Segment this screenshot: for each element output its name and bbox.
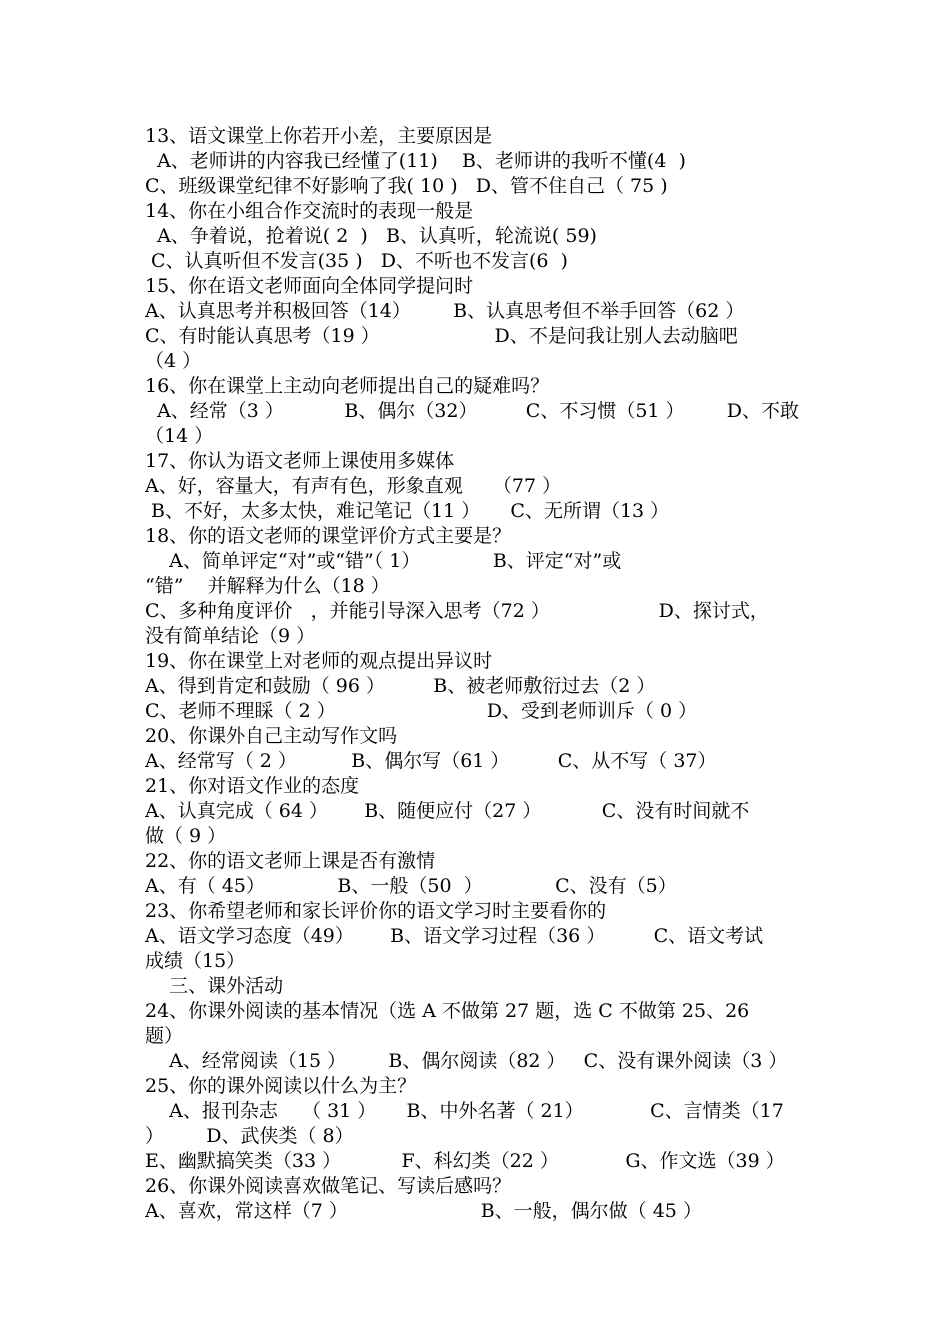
q23-options: A、语文学习态度（49） B、语文学习过程（36 ） C、语文考试 xyxy=(145,925,764,947)
q21-options: A、认真完成（ 64 ） B、随便应付（27 ） C、没有时间就不 xyxy=(145,800,750,822)
q25-question: 25、你的课外阅读以什么为主？ xyxy=(145,1075,417,1097)
q21-options-cont: 做（ 9 ） xyxy=(145,825,227,847)
q18-options-cd: C、多种角度评价 ，并能引导深入思考（72 ） D、探讨式， xyxy=(145,600,769,622)
section-heading-extracurricular: 三、课外活动 xyxy=(145,975,284,997)
q16-question: 16、你在课堂上主动向老师提出自己的疑难吗？ xyxy=(145,375,550,397)
q15-options-ab: A、认真思考并积极回答（14） B、认真思考但不举手回答（62 ） xyxy=(145,300,745,322)
q14-options-cd: C、认真听但不发言(35 ) D、不听也不发言(6 ) xyxy=(145,250,568,272)
q14-question: 14、你在小组合作交流时的表现一般是 xyxy=(145,200,474,222)
q22-question: 22、你的语文老师上课是否有激情 xyxy=(145,850,436,872)
q18-question: 18、你的语文老师的课堂评价方式主要是？ xyxy=(145,525,512,547)
q13-question: 13、语文课堂上你若开小差，主要原因是 xyxy=(145,125,493,147)
q23-options-cont: 成绩（15） xyxy=(145,950,246,972)
q24-question: 24、你课外阅读的基本情况（选 A 不做第 27 题，选 C 不做第 25、26 xyxy=(145,1000,750,1022)
q14-options-ab: A、争着说，抢着说( 2 ) B、认真听，轮流说( 59) xyxy=(145,225,597,247)
q22-options: A、有（ 45） B、一般（50 ） C、没有（5） xyxy=(145,875,677,897)
q23-question: 23、你希望老师和家长评价你的语文学习时主要看你的 xyxy=(145,900,607,922)
q16-options: A、经常（3 ） B、偶尔（32） C、不习惯（51 ） D、不敢 xyxy=(145,400,800,422)
q19-options-cd: C、老师不理睬（ 2 ） D、受到老师训斥（ 0 ） xyxy=(145,700,698,722)
q15-question: 15、你在语文老师面向全体同学提问时 xyxy=(145,275,474,297)
q21-question: 21、你对语文作业的态度 xyxy=(145,775,360,797)
q17-question: 17、你认为语文老师上课使用多媒体 xyxy=(145,450,455,472)
q20-options: A、经常写（ 2 ） B、偶尔写（61 ） C、从不写（ 37） xyxy=(145,750,717,772)
q15-options-cd-cont: （4 ） xyxy=(145,350,202,372)
q13-options-cd: C、班级课堂纪律不好影响了我( 10 ) D、管不住自己（ 75 ) xyxy=(145,175,668,197)
q24-options: A、经常阅读（15 ） B、偶尔阅读（82 ） C、没有课外阅读（3 ） xyxy=(145,1050,788,1072)
q20-question: 20、你课外自己主动写作文吗 xyxy=(145,725,398,747)
q13-options-ab: A、老师讲的内容我已经懂了(11) B、老师讲的我听不懂(4 ) xyxy=(145,150,686,172)
q25-options-d: ） D、武侠类（ 8） xyxy=(145,1125,354,1147)
q25-options-abc: A、报刊杂志 （ 31 ） B、中外名著（ 21） C、言情类（17 xyxy=(145,1100,784,1122)
q17-options-bc: B、不好，太多太快，难记笔记（11 ） C、无所谓（13 ） xyxy=(145,500,670,522)
q18-options-ab: A、简单评定“对”或“错”（ 1） B、评定“对”或 xyxy=(145,550,622,572)
q19-options-ab: A、得到肯定和鼓励（ 96 ） B、被老师敷衍过去（2 ） xyxy=(145,675,656,697)
q16-options-cont: （14 ） xyxy=(145,425,214,447)
q15-options-cd: C、有时能认真思考（19 ） D、不是问我让别人去动脑吧 xyxy=(145,325,738,347)
q17-option-a: A、好，容量大，有声有色，形象直观 （77 ） xyxy=(145,475,562,497)
q26-options: A、喜欢，常这样（7 ） B、一般，偶尔做（ 45 ） xyxy=(145,1200,702,1222)
q18-options-cd-cont: 没有简单结论（9 ） xyxy=(145,625,316,647)
q19-question: 19、你在课堂上对老师的观点提出异议时 xyxy=(145,650,493,672)
q18-options-ab-cont: “错” 并解释为什么（18 ） xyxy=(145,575,390,597)
q24-question-cont: 题） xyxy=(145,1025,184,1047)
q25-options-efg: E、幽默搞笑类（33 ） F、科幻类（22 ） G、作文选（39 ） xyxy=(145,1150,785,1172)
q26-question: 26、你课外阅读喜欢做笔记、写读后感吗？ xyxy=(145,1175,512,1197)
